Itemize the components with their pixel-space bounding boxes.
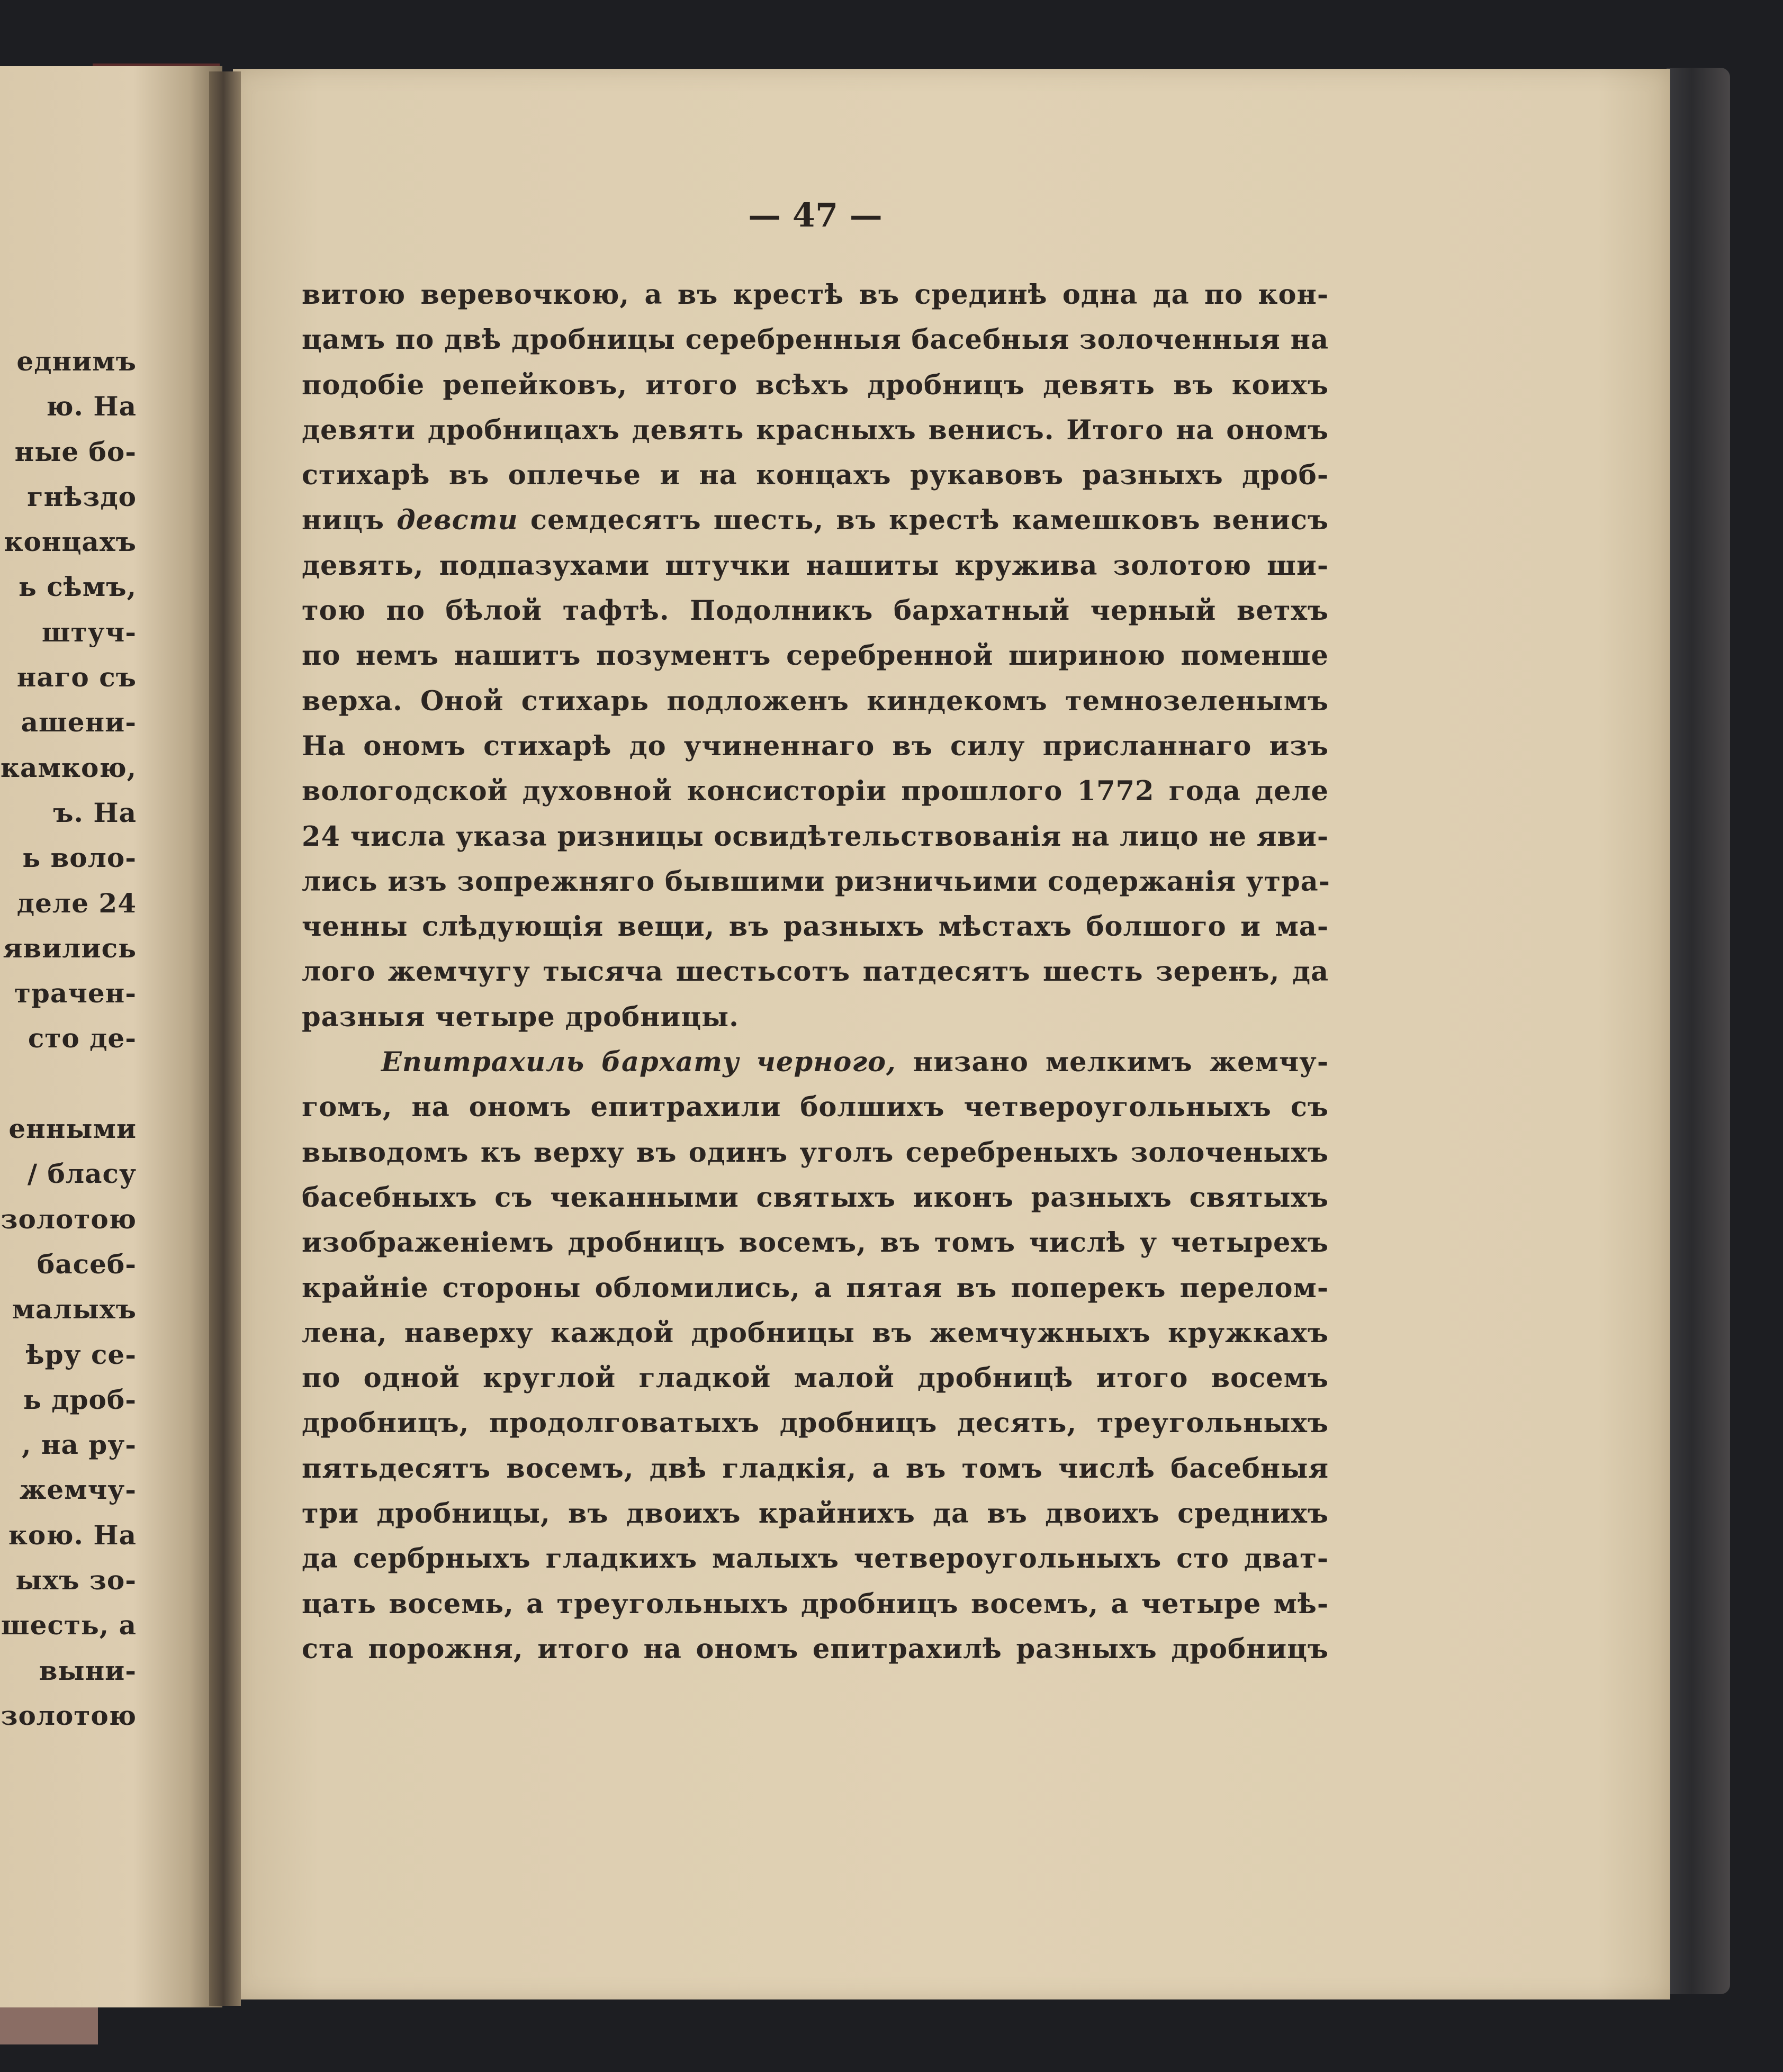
left-page-line: концахъ (4, 526, 137, 558)
left-page-line: ь сѣмъ, (18, 571, 137, 603)
left-page-line (0, 1061, 137, 1106)
text-line: цамъ по двѣ дробницы серебренныя басебныя золоченныя на (302, 324, 1329, 356)
text-line: крайніе стороны обломились, а пятая въ поперекъ перелом- (302, 1272, 1329, 1304)
left-page-line: ю. На (46, 391, 137, 422)
left-page-line: ѣру се- (25, 1338, 137, 1370)
text-line: дробницъ, продолговатыхъ дробницъ десять, треугольныхъ (302, 1407, 1329, 1440)
text-line: ченны слѣдующія вещи, въ разныхъ мѣстахъ болшого и ма- (302, 911, 1329, 943)
text-line: басебныхъ съ чеканными святыхъ иконъ разныхъ святыхъ (302, 1181, 1329, 1214)
left-page-line: ь воло- (22, 842, 137, 874)
text-line: девять, подпазухами штучки нашиты кружива золотою ши- (302, 549, 1329, 582)
left-page-line: еднимъ (16, 346, 137, 377)
text-line: три дробницы, въ двоихъ крайнихъ да въ двоихъ среднихъ (302, 1498, 1329, 1530)
page-corner-tab (0, 2007, 98, 2044)
left-page-line: кою. На (8, 1519, 137, 1551)
left-page-line: сто де- (28, 1023, 137, 1054)
book-gutter (209, 71, 241, 2006)
left-page-text (0, 339, 137, 1738)
text-line: 24 числа указа ризницы освидѣтельствованія на лицо не яви- (302, 820, 1329, 853)
text-segment: семдесятъ шесть, въ крестѣ камешковъ венисъ (518, 504, 1329, 537)
left-page-line: трачен- (14, 978, 137, 1009)
left-page-line: енными (8, 1113, 137, 1145)
page-number: — 47 — (748, 196, 883, 234)
text-line (302, 498, 1329, 543)
text-line: пятьдесятъ восемъ, двѣ гладкія, а въ томъ числѣ басебныя (302, 1452, 1329, 1485)
text-line (302, 1040, 1329, 1085)
italic-text-segment: Епитрахиль бархату черного, (381, 1046, 896, 1079)
left-page-line: золотою (1, 1699, 137, 1731)
text-line: витою веревочкою, а въ крестѣ въ срединѣ одна да по кон- (302, 279, 1329, 311)
left-page-line: ыхъ зо- (15, 1564, 137, 1596)
left-page-line: выни- (39, 1654, 137, 1686)
left-page-line: ъ. На (53, 797, 137, 828)
text-line: лена, наверху каждой дробницы въ жемчужныхъ кружкахъ (302, 1317, 1329, 1349)
text-line: да сербрныхъ гладкихъ малыхъ четвероугольныхъ сто дват- (302, 1543, 1329, 1575)
text-line: На ономъ стихарѣ до учиненнаго въ силу присланнаго изъ (302, 730, 1329, 762)
text-line: цать восемь, а треугольныхъ дробницъ восемъ, а четыре мѣ- (302, 1588, 1329, 1620)
left-page-line: / бласу (27, 1158, 137, 1190)
left-page-line: малыхъ (12, 1293, 137, 1325)
text-line: разныя четыре дробницы. (302, 1001, 739, 1033)
left-page-line: гнѣздо (27, 481, 137, 512)
page-body-text (302, 273, 1329, 1672)
text-line: тою по бѣлой тафтѣ. Подолникъ бархатный черный ветхъ (302, 595, 1329, 627)
text-line: по немъ нашитъ позументъ серебренной шириною поменше (302, 640, 1329, 672)
left-page-line: наго съ (16, 662, 137, 693)
left-page-line: , на ру- (22, 1429, 137, 1461)
left-page-line: ь дроб- (23, 1383, 137, 1415)
text-segment: низано мелкимъ жемчу- (896, 1046, 1329, 1079)
left-page-line: камкою, (0, 752, 137, 783)
left-page-line: ные бо- (14, 436, 137, 467)
text-line: гомъ, на ономъ епитрахили болшихъ четвероугольныхъ съ (302, 1091, 1329, 1124)
text-line: подобіе репейковъ, итого всѣхъ дробницъ девять въ коихъ (302, 369, 1329, 401)
book-cover-edge (1667, 68, 1730, 1994)
left-page-line: жемчу- (19, 1474, 137, 1506)
text-line: девяти дробницахъ девять красныхъ венисъ. Итого на ономъ (302, 414, 1329, 446)
text-line: выводомъ къ верху въ одинъ уголъ серебреныхъ золоченыхъ (302, 1136, 1329, 1169)
left-page-line: штуч- (41, 616, 137, 648)
text-line: стихарѣ въ оплечье и на концахъ рукавовъ разныхъ дроб- (302, 459, 1329, 492)
left-page-line: деле 24 (16, 887, 137, 919)
left-page-line: шесть, а (1, 1609, 137, 1641)
text-line: лись изъ зопрежняго бывшими ризничьими содержанія утра- (302, 865, 1330, 898)
left-page-line: басеб- (37, 1248, 137, 1280)
text-line: верха. Оной стихарь подложенъ киндекомъ темнозеленымъ (302, 685, 1329, 717)
text-line: лого жемчугу тысяча шестьсотъ патдесятъ шесть зеренъ, да (302, 956, 1329, 988)
left-page (0, 66, 222, 2007)
italic-text-segment: девсти (397, 504, 518, 537)
text-line: ста порожня, итого на ономъ епитрахилѣ разныхъ дробницъ (302, 1633, 1329, 1665)
left-page-line: ашени- (21, 707, 137, 738)
left-page-line: золотою (1, 1203, 137, 1235)
text-line: изображеніемъ дробницъ восемъ, въ томъ числѣ у четырехъ (302, 1227, 1329, 1259)
text-segment: ницъ (302, 504, 397, 537)
text-line: по одной круглой гладкой малой дробницѣ итого восемъ (302, 1362, 1329, 1395)
left-page-line: явились (3, 932, 137, 964)
text-line: вологодской духовной консисторіи прошлого 1772 года деле (302, 775, 1329, 808)
